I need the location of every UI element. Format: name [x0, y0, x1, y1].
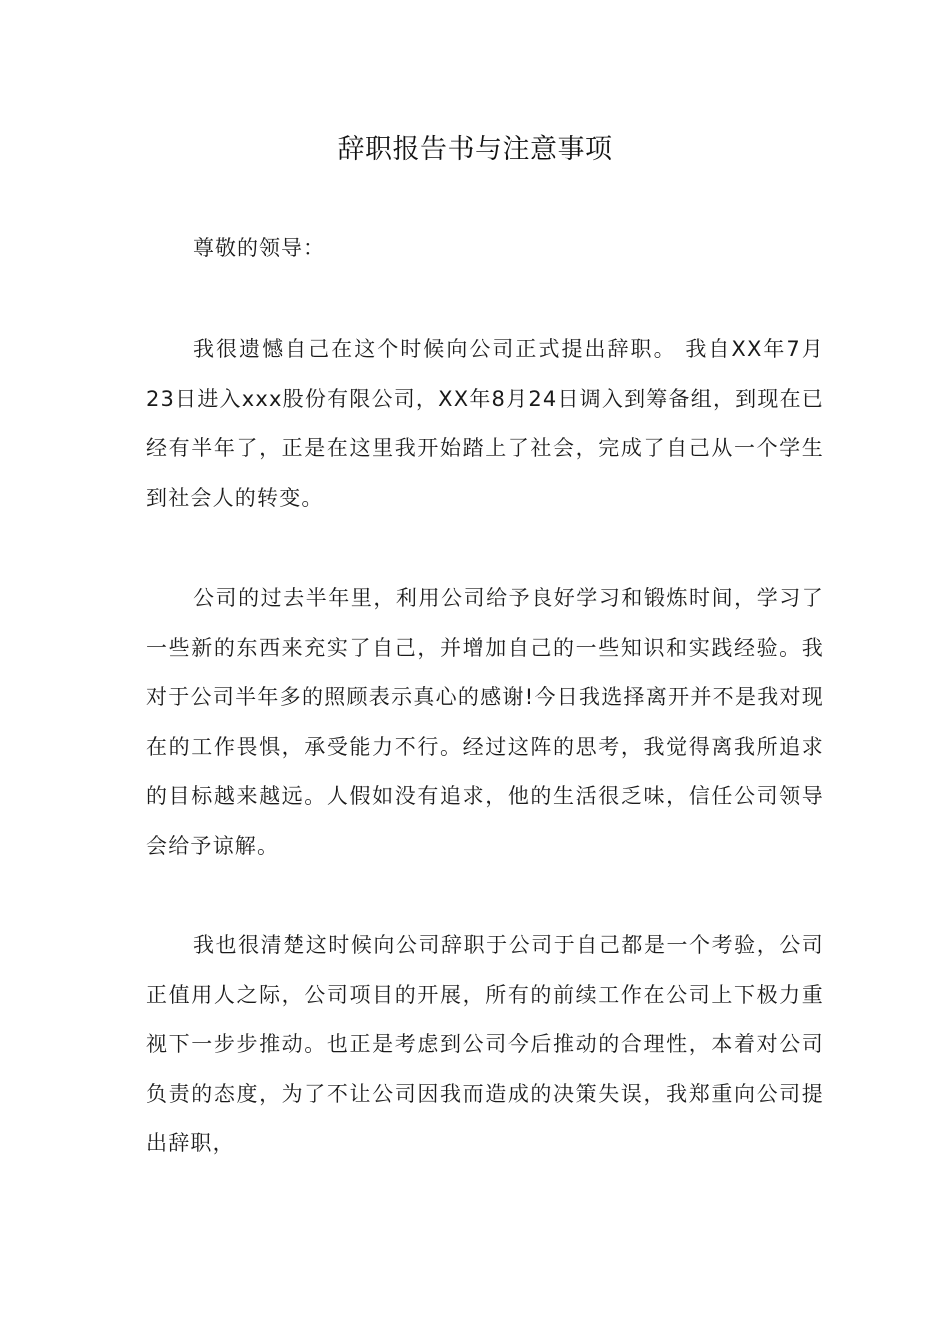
paragraph-2: 公司的过去半年里，利用公司给予良好学习和锻炼时间，学习了一些新的东西来充实了自己，并增加自己的一些知识和实践经验。我对于公司半年多的照顾表示真心的感谢!今日我选择离开并不是我对现在的工作畏惧，承受能力不行。经过这阵的思考，我觉得离我所追求的目标越来越远。人假如没有追求，他的生活很乏味，信任公司领导会给予谅解。	[146, 586, 824, 858]
document-title: 辞职报告书与注意事项	[337, 134, 613, 165]
salutation: 尊敬的领导：	[193, 236, 325, 260]
paragraph-1: 我很遗憾自己在这个时候向公司正式提出辞职。 我自XX年7月23日进入xxx股份有限公司，XX年8月24日调入到筹备组，到现在已经有半年了，正是在这里我开始踏上了社会，完成了自己从一个学生到社会人的转变。	[146, 337, 824, 510]
paragraph-3: 我也很清楚这时候向公司辞职于公司于自己都是一个考验，公司正值用人之际，公司项目的开展，所有的前续工作在公司上下极力重视下一步步推动。也正是考虑到公司今后推动的合理性，本着对公司负责的态度，为了不让公司因我而造成的决策失误，我郑重向公司提出辞职，	[146, 933, 824, 1155]
